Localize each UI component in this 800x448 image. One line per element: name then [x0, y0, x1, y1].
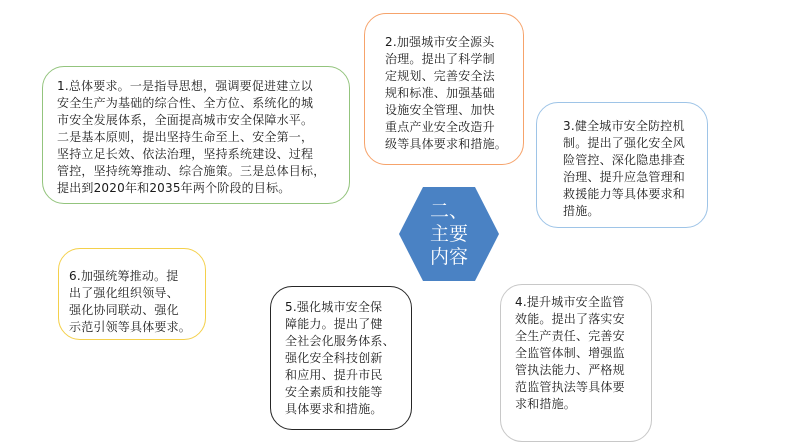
content-box-coordination: 6.加强统筹推动。提 出了强化组织领导、 强化协同联动、强化 示范引领等具体要求。 [58, 248, 206, 340]
content-box-overall-requirements: 1.总体要求。一是指导思想，强调要促进建立以 安全生产为基础的综合性、全方位、系统化的城 市安全发展体系，全面提高城市安全保障水平。 二是基本原则，提出坚持生命至上、安全第一， 坚持立足长效、依法治理，坚持系统建设、过程 管控，坚持统筹推动、综合施策。三是总体目标， 提出到2020年和2035年两个阶段的目标。 [42, 66, 350, 204]
center-title: 二、 主要 内容 [429, 200, 468, 268]
center-hexagon [398, 186, 500, 282]
content-box-security-capability: 5.强化城市安全保 障能力。提出了健 全社会化服务体系、 强化安全科技创新 和应用、提升市民 安全素质和技能等 具体要求和措施。 [270, 286, 412, 430]
content-box-source-governance: 2.加强城市安全源头 治理。提出了科学制 定规划、完善安全法 规和标准、加强基础 设施安全管理、加快 重点产业安全改造升 级等具体要求和措施。 [364, 13, 524, 165]
content-box-supervision-efficiency: 4.提升城市安全监管 效能。提出了落实安 全生产责任、完善安 全监管体制、增强监 管执法能力、严格规 范监管执法等具体要 求和措施。 [500, 284, 652, 442]
content-box-prevention-control: 3.健全城市安全防控机 制。提出了强化安全风 险管控、深化隐患排查 治理、提升应急管理和 救援能力等具体要求和 措施。 [536, 102, 708, 228]
